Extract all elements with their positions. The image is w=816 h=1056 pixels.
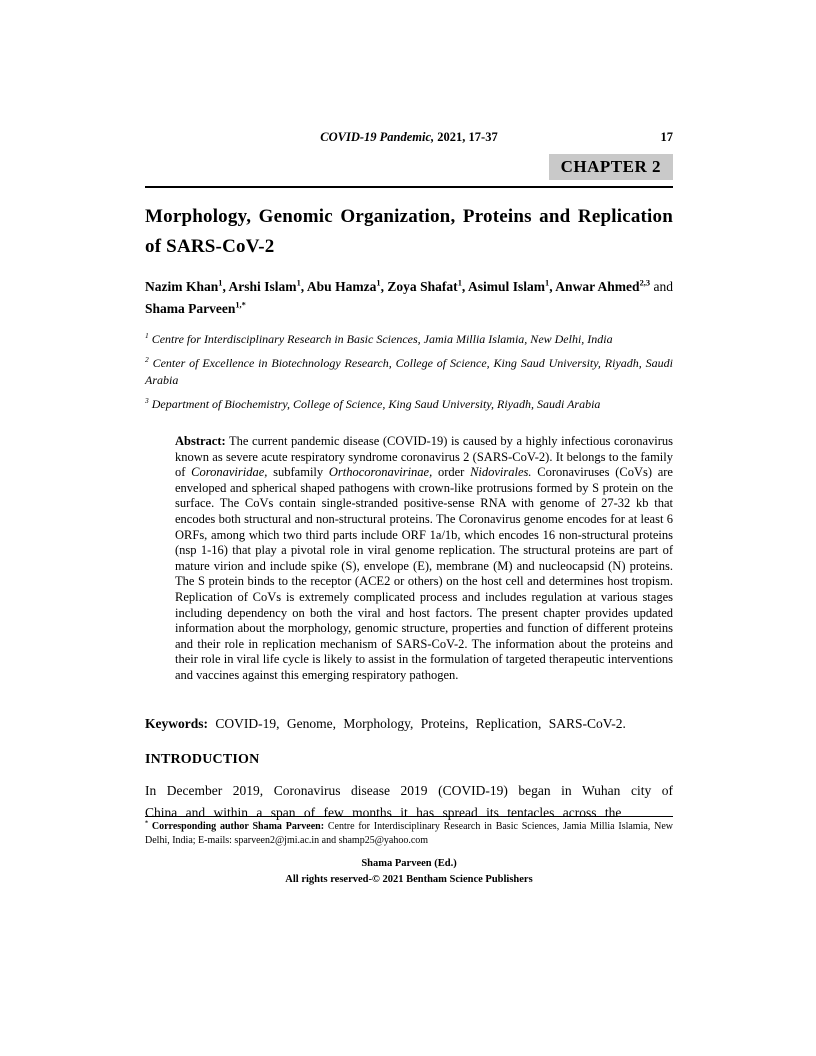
affiliation-number: 1 xyxy=(145,331,149,341)
corresponding-author-footnote xyxy=(145,820,673,848)
abstract-text: subfamily xyxy=(267,465,329,480)
running-header xyxy=(145,130,673,148)
author-name: , Abu Hamza xyxy=(300,279,377,295)
author-affil-mark: 1 xyxy=(376,278,381,288)
page-number: 17 xyxy=(660,130,673,144)
footnote-divider xyxy=(145,816,673,817)
footnote-label: Corresponding author Shama Parveen: xyxy=(148,821,325,832)
journal-citation-pages: 2021, 17-37 xyxy=(434,130,498,144)
author-affil-mark: 1 xyxy=(296,278,301,288)
book-footer xyxy=(145,856,673,889)
abstract-text: order xyxy=(432,465,471,480)
abstract xyxy=(175,434,673,684)
author-affil-mark: 2,3 xyxy=(639,278,651,288)
journal-citation-name: COVID-19 Pandemic, xyxy=(320,130,435,144)
footnote-text: Centre for Interdisciplinary Research in Basic Sciences, Jamia Millia Islamia, New Delhi, India; E-mails: sparveen2@jmi.ac.in and shamp25@yahoo.com xyxy=(145,821,673,846)
author-affiliations xyxy=(145,331,673,412)
keywords-label: Keywords: xyxy=(145,716,208,732)
author-affil-mark: 1 xyxy=(545,278,550,288)
journal-citation xyxy=(145,130,673,145)
author-affil-mark: 1 xyxy=(457,278,462,288)
affiliation-number: 3 xyxy=(145,395,149,405)
chapter-badge: CHAPTER 2 xyxy=(549,154,673,180)
affiliation-item xyxy=(145,355,673,387)
footer-copyright: All rights reserved-© 2021 Bentham Science Publishers xyxy=(285,874,533,886)
author-name: , Asimul Islam xyxy=(461,279,545,295)
author-affil-mark-corresponding: 1,* xyxy=(235,300,246,310)
abstract-text: The current pandemic disease (COVID-19) is caused by a highly infectious coronavirus known as severe acute respiratory syndrome coronavirus 2 (SARS-CoV-2). It belongs to the family of xyxy=(175,433,673,480)
abstract-taxon-family: Coronaviridae, xyxy=(191,465,268,480)
author-name: , Arshi Islam xyxy=(222,279,297,295)
abstract-label: Abstract: xyxy=(175,433,226,448)
affiliation-text: Center of Excellence in Biotechnology Research, College of Science, King Saud University, Riyadh, Saudi Arabia xyxy=(145,356,673,387)
author-name: , Zoya Shafat xyxy=(380,279,458,295)
author-name-corresponding: Shama Parveen xyxy=(145,300,236,316)
authors-line xyxy=(145,276,673,319)
affiliation-item xyxy=(145,331,673,347)
intro-paragraph: In December 2019, Coronavirus disease 2019 (COVID-19) began in Wuhan city of China and within a span of few months it has spread its tentacles across the xyxy=(145,782,673,820)
abstract-text: Coronaviruses (CoVs) are enveloped and spherical shaped pathogens with crown-like protrusions formed by S protein on the surface. The CoVs contain single-stranded positive-sense RNA with genome of 27-32 kb that encodes both structural and non-structural proteins. The Coronavirus genome encodes for at least 6 ORFs, among which two third parts include ORF 1a/1b, which encodes 16 non-structural proteins (nsp 1-16) that play a pivotal role in viral genome replication. The structural proteins are part of mature virion and include spike (S), envelope (E), membrane (M) and nucleocapsid (N) proteins. The S protein binds to the receptor (ACE2 or others) on the host cell and determines host tropism. Replication of CoVs is extremely complicated process and includes regulation at various stages including dependency on both the viral and host factors. The present chapter provides updated information about the morphology, genomic structure, properties and function of different proteins and their role in replication mechanism of SARS-CoV-2. The information about the proteins and their role in viral life cycle is likely to assist in the formulation of targeted therapeutic interventions and vaccines against this emerging respiratory pathogen. xyxy=(175,465,673,682)
footnote-block xyxy=(145,816,673,848)
affiliation-item xyxy=(145,396,673,412)
author-name: , Anwar Ahmed xyxy=(549,279,640,295)
author-affil-mark: 1 xyxy=(218,278,223,288)
chapter-badge-row xyxy=(145,154,673,180)
author-name: Nazim Khan xyxy=(145,279,219,295)
abstract-taxon-subfamily: Orthocoronavirinae, xyxy=(328,465,433,480)
footer-editor: Shama Parveen (Ed.) xyxy=(361,858,457,869)
abstract-taxon-order: Nidovirales. xyxy=(470,465,532,480)
content-column xyxy=(145,130,673,824)
chapter-title: Morphology, Genomic Organization, Proteins and Replication of SARS-CoV-2 xyxy=(145,206,673,258)
keywords-text: COVID-19, Genome, Morphology, Proteins, Replication, SARS-CoV-2. xyxy=(208,716,626,732)
footnote-marker: * xyxy=(145,819,149,827)
authors-conjunction: and xyxy=(650,279,673,295)
affiliation-text: Department of Biochemistry, College of Science, King Saud University, Riyadh, Saudi Arabia xyxy=(151,396,601,411)
header-divider xyxy=(145,186,673,188)
affiliation-number: 2 xyxy=(145,355,149,365)
keywords xyxy=(145,713,673,735)
section-heading-introduction: INTRODUCTION xyxy=(145,751,260,767)
affiliation-text: Centre for Interdisciplinary Research in Basic Sciences, Jamia Millia Islamia, New Delhi, India xyxy=(151,332,613,347)
